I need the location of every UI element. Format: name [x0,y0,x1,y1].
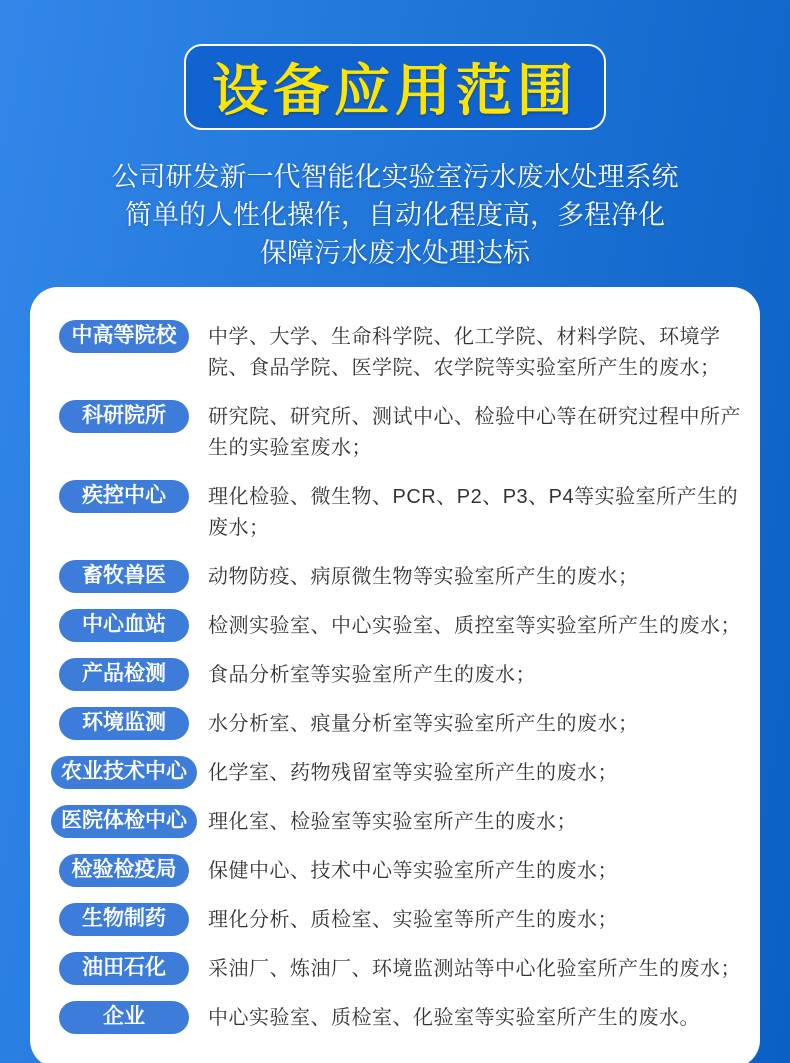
category-badge: 油田石化 [59,952,189,985]
category-description: 化学室、药物残留室等实验室所产生的废水； [208,762,618,784]
category-badge: 中心血站 [59,609,189,642]
category-badge: 企业 [59,1001,189,1034]
title-banner [184,44,606,130]
application-row [44,560,750,593]
category-badge: 医院体检中心 [51,805,197,838]
application-row [44,480,750,544]
category-badge-column [44,400,204,433]
application-row [44,854,750,887]
category-description: 动物防疫、病原微生物等实验室所产生的废水； [208,566,639,588]
application-row [44,658,750,691]
category-description: 中心实验室、质检室、化验室等实验室所产生的废水。 [208,1007,700,1029]
category-badge-column [44,903,204,936]
application-row [44,903,750,936]
category-description: 理化室、检验室等实验室所产生的废水； [208,811,577,833]
application-row [44,805,750,838]
application-row [44,1001,750,1034]
category-badge-column [44,805,204,838]
intro-line-1: 公司研发新一代智能化实验室污水废水处理系统 [111,162,679,192]
intro-line-2: 简单的人性化操作，自动化程度高，多程净化 [125,200,665,230]
category-description: 理化检验、微生物、PCR、P2、P3、P4等实验室所产生的废水； [208,486,739,539]
category-badge-column [44,320,204,353]
category-description: 中学、大学、生命科学院、化工学院、材料学院、环境学院、食品学院、医学院、农学院等实验室所产生的废水； [208,326,721,379]
category-badge-column [44,854,204,887]
category-badge-column [44,1001,204,1034]
category-badge-column [44,707,204,740]
category-badge: 产品检测 [59,658,189,691]
application-row [44,952,750,985]
application-row [44,609,750,642]
application-row [44,320,750,384]
category-badge-column [44,756,204,789]
category-badge: 生物制药 [59,903,189,936]
category-description: 食品分析室等实验室所产生的废水； [208,664,536,686]
category-badge: 中高等院校 [59,320,189,353]
category-badge: 科研院所 [59,400,189,433]
category-description: 检测实验室、中心实验室、质控室等实验室所产生的废水； [208,615,741,637]
category-badge-column [44,658,204,691]
application-row [44,707,750,740]
category-badge: 农业技术中心 [51,756,197,789]
applications-card [30,287,760,1063]
category-description: 研究院、研究所、测试中心、检验中心等在研究过程中所产生的实验室废水； [208,406,741,459]
category-description: 理化分析、质检室、实验室等所产生的废水； [208,909,618,931]
category-badge: 畜牧兽医 [59,560,189,593]
category-description: 保健中心、技术中心等实验室所产生的废水； [208,860,618,882]
application-row [44,400,750,464]
category-badge: 检验检疫局 [59,854,189,887]
category-description: 采油厂、炼油厂、环境监测站等中心化验室所产生的废水； [208,958,741,980]
category-badge-column [44,609,204,642]
intro-line-3: 保障污水废水处理达标 [260,238,530,268]
category-badge-column [44,480,204,513]
category-description: 水分析室、痕量分析室等实验室所产生的废水； [208,713,639,735]
page-title: 设备应用范围 [212,59,578,122]
category-badge-column [44,560,204,593]
intro-text [0,158,790,272]
category-badge: 疾控中心 [59,480,189,513]
page-background [0,44,790,1063]
category-badge-column [44,952,204,985]
application-row [44,756,750,789]
category-badge: 环境监测 [59,707,189,740]
